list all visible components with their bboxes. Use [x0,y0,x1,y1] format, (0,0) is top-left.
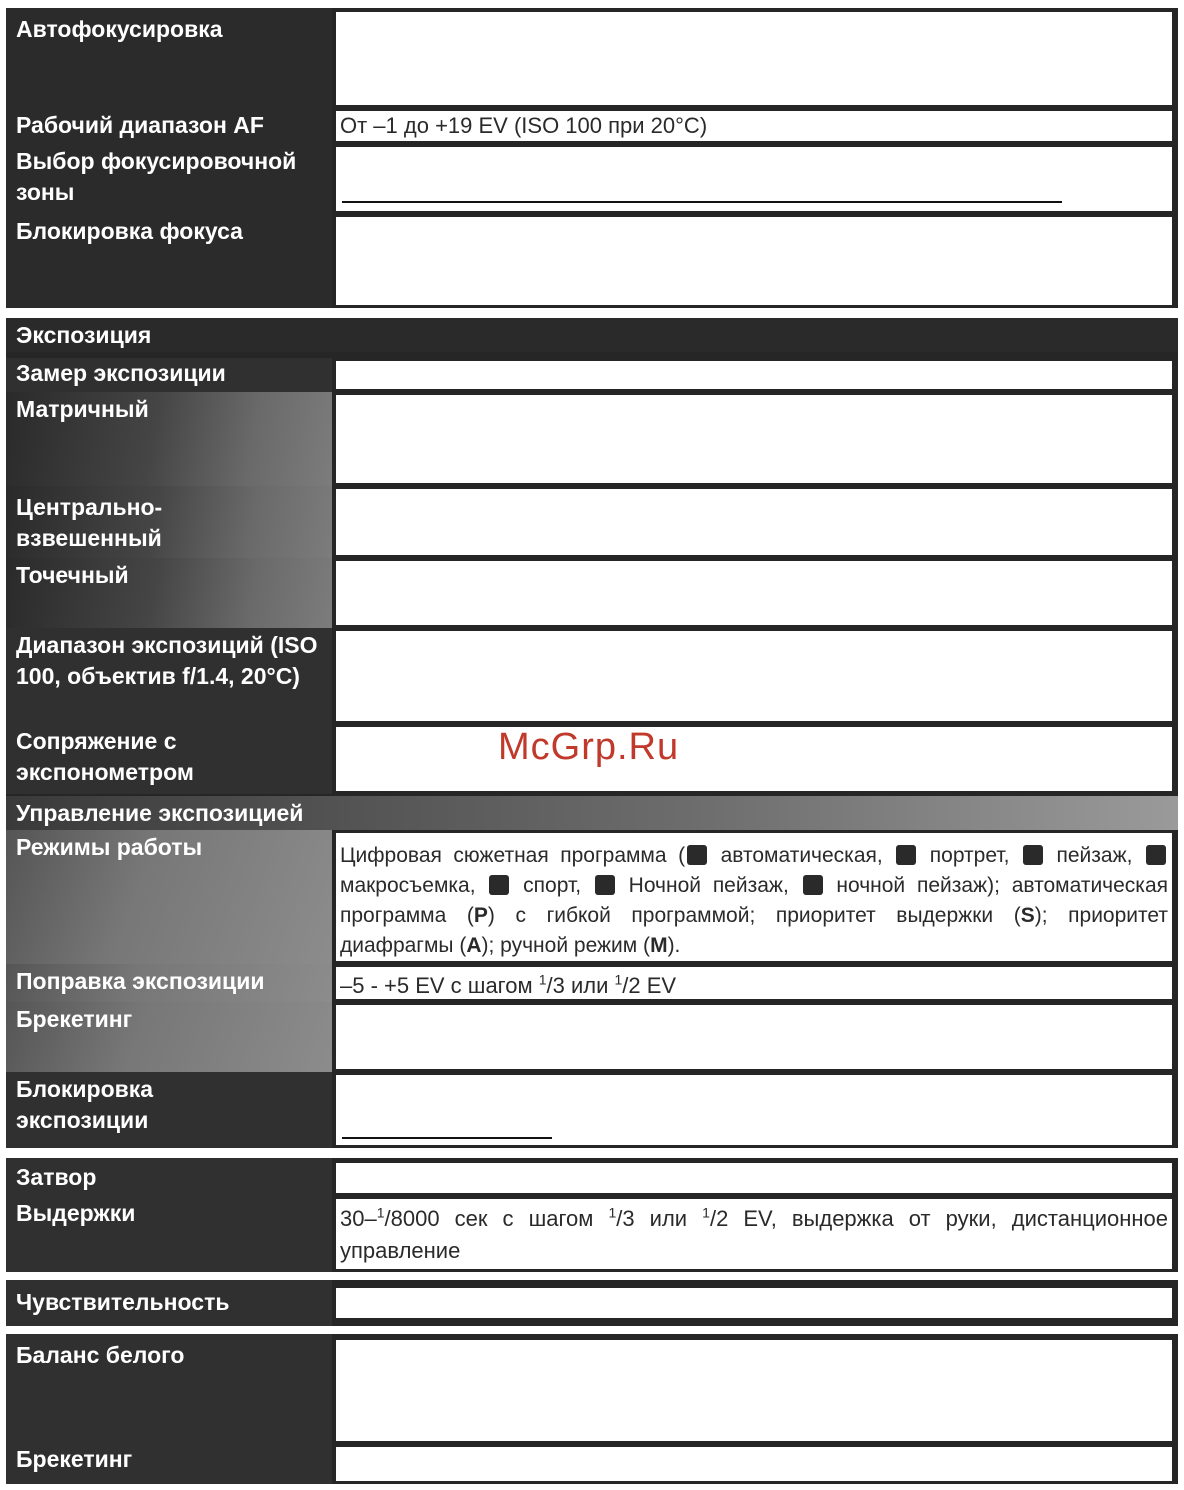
night-portrait-icon [803,875,823,895]
af-range-label: Рабочий диапазон AF [6,108,332,144]
modes-text-11: ); ручной режим ( [481,934,651,957]
af-range-value: От –1 до +19 EV (ISO 100 при 20°C) [336,111,1172,141]
exposure-range-label: Диапазон экспозиций (ISO 100, объектив f/1.4, 20°C) [6,628,332,724]
exposure-range-value [336,631,1172,721]
spot-label: Точечный [6,558,332,628]
modes-text-10: ); приоритет диафрагмы ( [340,904,1169,957]
modes-text-7: Ночной пейзаж, [616,874,801,897]
exposure-comp-value [336,967,1172,999]
sensitivity-row [6,1280,1178,1326]
bracketing-value [336,1005,1172,1069]
bracketing-label: Брекетинг [6,1002,332,1072]
speeds-text-a: 30– [340,1206,377,1231]
speeds-num-1: 1 [376,1204,385,1221]
exposure-control-header: Управление экспозицией [6,796,1178,830]
autofocus-title: Автофокусировка [6,8,332,108]
auto-mode-icon [687,845,707,865]
wb-bracketing-row [6,1444,1178,1484]
comp-text-b: /3 или [546,973,615,998]
comp-text-a: –5 - +5 EV с шагом [340,973,539,998]
white-balance-value [336,1340,1172,1441]
watermark-text: McGrp.Ru [498,726,680,768]
exposure-comp-row [6,964,1178,1002]
center-weighted-label: Центрально-взвешенный [6,486,332,558]
mode-s-key: S [1020,904,1035,927]
metering-value [336,361,1172,389]
landscape-icon [1023,845,1043,865]
af-range-row [6,108,1178,144]
modes-text-6: спорт, [511,874,593,897]
exposure-range-row [6,628,1178,724]
modes-text-1: Цифровая сюжетная программа ( [340,844,686,867]
af-zone-underline [342,201,1062,203]
mode-m-key: M [650,934,668,957]
ae-lock-label: Блокировка экспозиции [6,1072,332,1148]
modes-label: Режимы работы [6,830,332,964]
autofocus-title-row [6,8,1178,108]
mode-p-key: P [473,904,488,927]
speeds-text-b: /8000 сек с шагом [384,1206,609,1231]
spot-value [336,561,1172,625]
wb-bracketing-value [336,1447,1172,1481]
white-balance-section [6,1334,1178,1484]
shutter-speeds-value [336,1199,1172,1269]
autofocus-title-value [336,12,1172,105]
modes-text-8: ночной пейзаж); автоматическая программа ( [340,874,1168,927]
matrix-label: Матричный [6,392,332,486]
shutter-header-value [336,1163,1172,1193]
shutter-header: Затвор [6,1158,332,1196]
comp-text-c: /2 EV [622,973,677,998]
modes-value [336,833,1172,961]
af-lock-row [6,214,1178,308]
white-balance-label: Баланс белого [6,1334,332,1444]
af-lock-label: Блокировка фокуса [6,214,332,308]
ae-lock-underline [342,1137,552,1139]
modes-text-3: портрет, [918,844,1021,867]
modes-row [6,830,1178,964]
matrix-row [6,392,1178,486]
speeds-text-d: /2 EV, выдержка от руки, дистанционное управление [340,1206,1168,1263]
modes-text-9: ) с гибкой программой; приоритет выдержки ( [487,904,1021,927]
meter-coupling-label: Сопряжение с экспонометром [6,724,332,794]
sensitivity-value [336,1288,1172,1318]
center-weighted-row [6,486,1178,558]
center-weighted-value [336,489,1172,555]
metering-label: Замер экспозиции [6,358,332,392]
modes-text-2: автоматическая, [709,844,895,867]
sports-icon [489,875,509,895]
speeds-num-2: 1 [608,1204,617,1221]
speeds-text-c: /3 или [616,1206,703,1231]
af-lock-value [336,217,1172,305]
exposure-header: Экспозиция [6,318,1178,352]
wb-bracketing-label: Брекетинг [6,1444,332,1484]
white-balance-row [6,1334,1178,1444]
speeds-num-3: 1 [702,1204,710,1221]
matrix-value [336,395,1172,483]
sensitivity-section [6,1280,1178,1326]
modes-text-4: пейзаж, [1044,844,1145,867]
bracketing-row [6,1002,1178,1072]
ae-lock-row [6,1072,1178,1148]
shutter-section [6,1158,1178,1272]
modes-text-12: ). [667,934,681,957]
autofocus-section [6,8,1178,308]
shutter-speeds-row [6,1196,1178,1272]
spot-row [6,558,1178,628]
sensitivity-label: Чувствительность [6,1280,332,1326]
macro-flower-icon [1146,845,1166,865]
comp-num-2: 1 [614,971,623,988]
exposure-comp-label: Поправка экспозиции [6,964,332,1002]
af-zone-row [6,144,1178,214]
shutter-header-row [6,1158,1178,1196]
portrait-icon [896,845,916,865]
af-zone-label: Выбор фокусировочной зоны [6,144,332,214]
comp-num-1: 1 [538,971,547,988]
ae-lock-value [336,1075,1172,1145]
shutter-speeds-label: Выдержки [6,1196,332,1272]
modes-text-5: макросъемка, [340,874,488,897]
metering-row [6,358,1178,392]
meter-coupling-value [336,727,1172,791]
mode-a-key: A [466,934,482,957]
night-landscape-icon [595,875,615,895]
